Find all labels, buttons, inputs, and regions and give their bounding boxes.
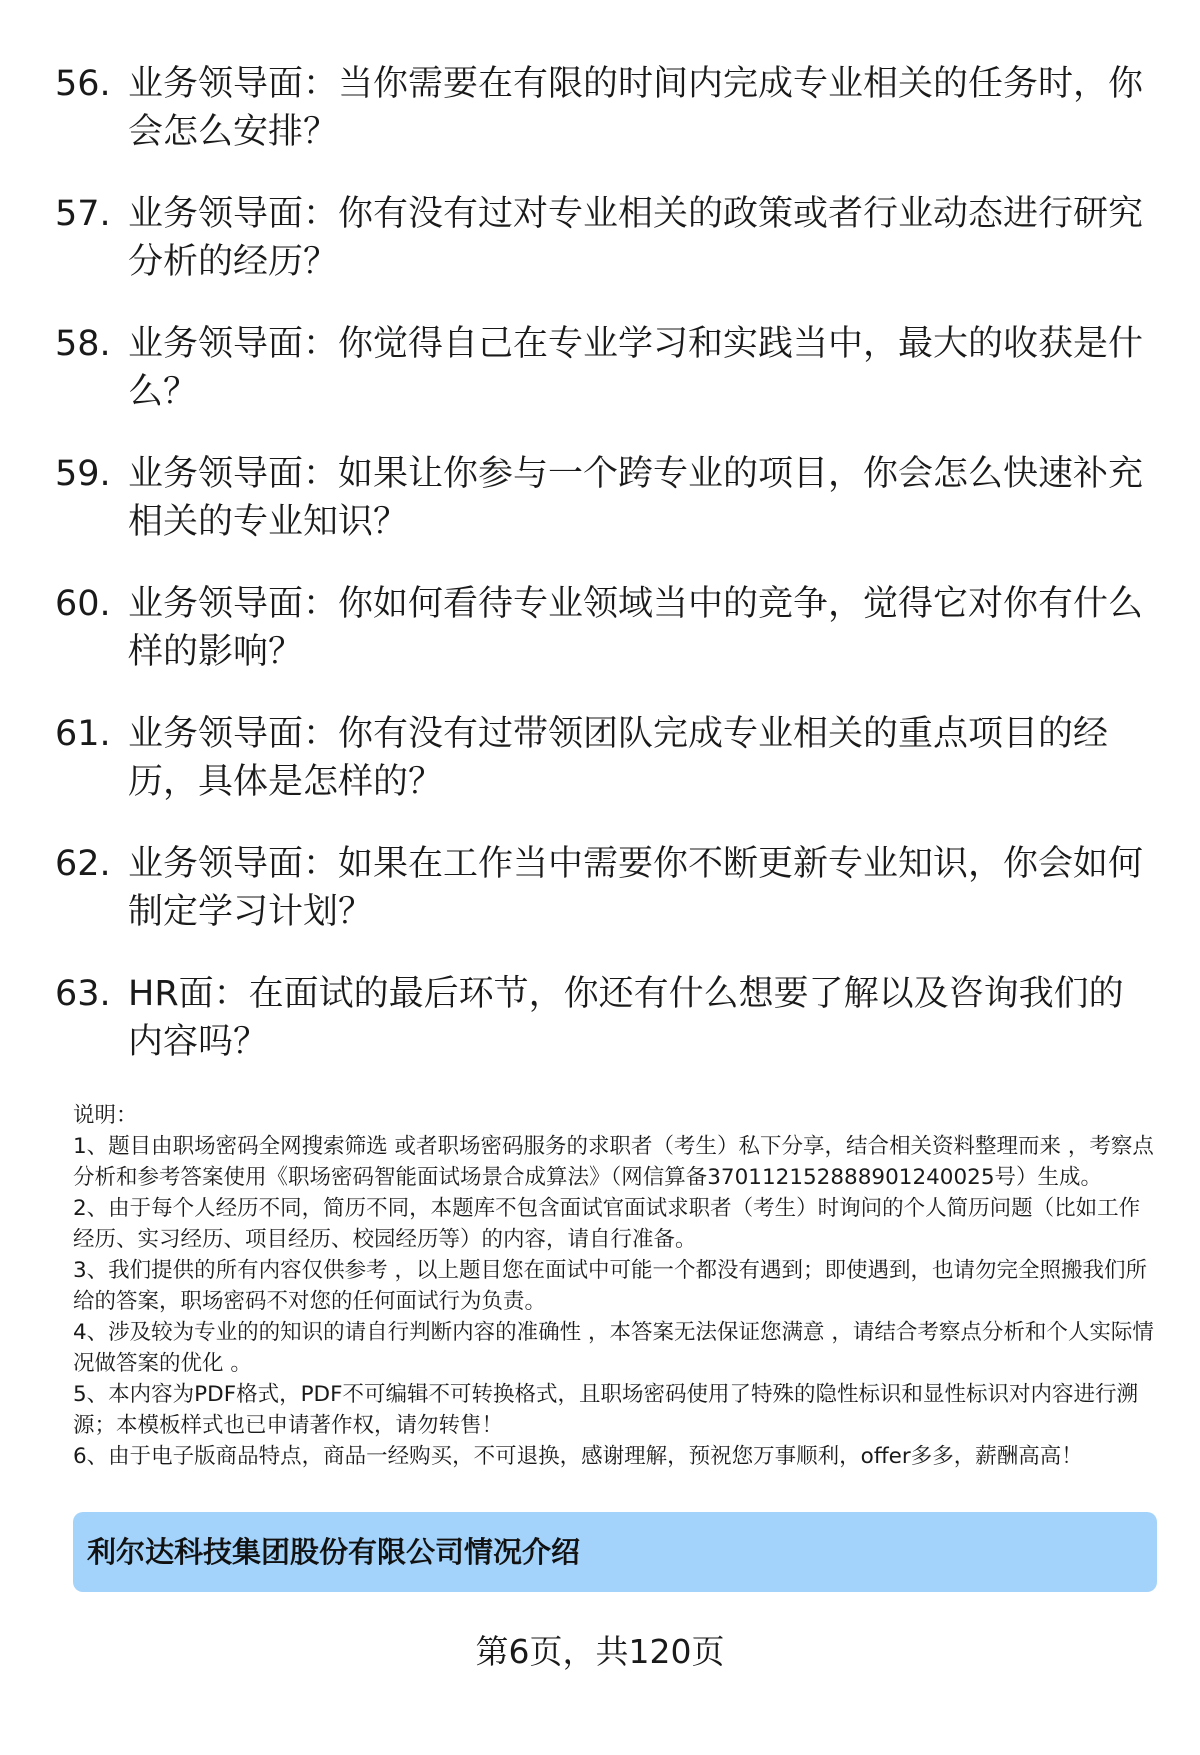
question-number: 60. xyxy=(55,584,111,624)
question-number: 59. xyxy=(55,454,111,494)
question-text: 业务领导面：如果让你参与一个跨专业的项目，你会怎么快速补充相关的专业知识？ xyxy=(128,454,1144,542)
notes-section xyxy=(73,1100,1157,1472)
question-item xyxy=(55,580,1157,676)
question-text: 业务领导面：你觉得自己在专业学习和实践当中，最大的收获是什么？ xyxy=(128,324,1144,412)
page-number: 第6页，共120页 xyxy=(475,1632,725,1671)
notes-title: 说明： xyxy=(73,1103,138,1128)
question-item xyxy=(55,190,1157,286)
question-number: 56. xyxy=(55,64,111,104)
question-number: 57. xyxy=(55,194,111,234)
section-title: 利尔达科技集团股份有限公司情况介绍 xyxy=(87,1535,581,1569)
question-text: 业务领导面：你如何看待专业领域当中的竞争，觉得它对你有什么样的影响？ xyxy=(128,584,1144,672)
question-item xyxy=(55,970,1157,1066)
note-item: 5、本内容为PDF格式，PDF不可编辑不可转换格式，且职场密码使用了特殊的隐性标识和显性标识对内容进行溯源；本模板样式也已申请著作权，请勿转售！ xyxy=(73,1382,1138,1438)
question-item xyxy=(55,450,1157,546)
question-text: 业务领导面：如果在工作当中需要你不断更新专业知识，你会如何制定学习计划？ xyxy=(128,844,1144,932)
question-number: 63. xyxy=(55,974,111,1014)
note-item: 3、我们提供的所有内容仅供参考 ，以上题目您在面试中可能一个都没有遇到；即使遇到，也请勿完全照搬我们所给的答案，职场密码不对您的任何面试行为负责。 xyxy=(73,1258,1148,1314)
question-number: 62. xyxy=(55,844,111,884)
note-item: 4、涉及较为专业的的知识的请自行判断内容的准确性 ，本答案无法保证您满意 ，请结合考察点分析和个人实际情况做答案的优化 。 xyxy=(73,1320,1154,1376)
section-banner xyxy=(73,1512,1157,1592)
question-number: 58. xyxy=(55,324,111,364)
question-item xyxy=(55,840,1157,936)
question-text: 业务领导面：当你需要在有限的时间内完成专业相关的任务时，你会怎么安排？ xyxy=(128,64,1144,152)
question-text: HR面：在面试的最后环节，你还有什么想要了解以及咨询我们的内容吗？ xyxy=(128,974,1124,1062)
question-number: 61. xyxy=(55,714,111,754)
question-item xyxy=(55,320,1157,416)
question-text: 业务领导面：你有没有过对专业相关的政策或者行业动态进行研究分析的经历？ xyxy=(128,194,1144,282)
question-text: 业务领导面：你有没有过带领团队完成专业相关的重点项目的经历，具体是怎样的？ xyxy=(128,714,1109,802)
note-item: 6、由于电子版商品特点，商品一经购买，不可退换，感谢理解，预祝您万事顺利，offer多多，薪酬高高！ xyxy=(73,1444,1083,1469)
note-item: 1、题目由职场密码全网搜索筛选 或者职场密码服务的求职者（考生）私下分享，结合相关资料整理而来 ，考察点分析和参考答案使用《职场密码智能面试场景合成算法》（网信算备370112152888901240025号）生成。 xyxy=(73,1134,1154,1190)
question-item xyxy=(55,710,1157,806)
question-item xyxy=(55,60,1157,156)
note-item: 2、由于每个人经历不同，简历不同，本题库不包含面试官面试求职者（考生）时询问的个人简历问题（比如工作经历、实习经历、项目经历、校园经历等）的内容，请自行准备。 xyxy=(73,1196,1141,1252)
